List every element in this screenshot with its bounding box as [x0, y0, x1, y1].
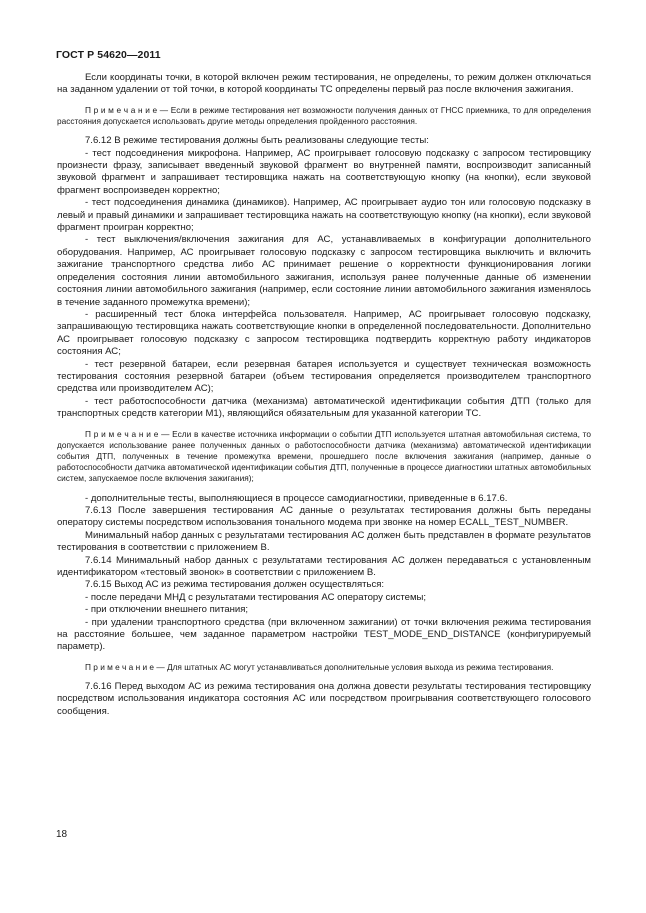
paragraph: 7.6.13 После завершения тестирования АС данные о результатах тестирования должны быть переданы оператору системы посредством использования тонального модема при звонке на номер ECALL_TEST_NUMBER. [57, 504, 591, 529]
note-paragraph: П р и м е ч а н и е — Если в режиме тестирования нет возможности получения данных от ГНСС приемника, то для определения расстояния допускается использовать другие методы определения пройденного расстояния. [57, 104, 591, 127]
list-item: - при удалении транспортного средства (при включенном зажигании) от точки включения режима тестирования на расстояние большее, чем заданное параметром настройки TEST_MODE_END_DISTANCE (конфигурируемый параметр). [57, 616, 591, 653]
paragraph: 7.6.14 Минимальный набор данных с результатами тестирования АС должен передаваться с установленным идентификатором «тестовый звонок» в соответствии с приложением В. [57, 554, 591, 579]
note-paragraph: П р и м е ч а н и е — Если в качестве источника информации о событии ДТП используется штатная автомобильная система, то допускается использование ранее полученных данных о работоспособности датчика (механизма) автоматической идентификации события ДТП, полученных в течение промежутка времени, прошедшего после включения зажигания (например, данные о работоспособности датчика автоматической идентификации события ДТП, полученные в процессе диагностики штатных автомобильных систем, запускаемое после включения зажигания); [57, 428, 591, 484]
list-item: - тест выключения/включения зажигания для АС, устанавливаемых в конфигурации дополнительного оборудования. Например, АС проигрывает голосовую подсказку с запросом тестировщика выключить и включить зажигание транспортного средства либо АС принимает решение о корректности функционирования логики определения состояния линии автомобильного зажигания, используя ранее полученные данные об изменении состояния линии автомобильного зажигания (например, если состояние линии автомобильного зажигания изменялось в течение заданного промежутка времени); [57, 234, 591, 308]
paragraph: Минимальный набор данных с результатами тестирования АС должен быть представлен в формате результатов тестирования в соответствии с приложением В. [57, 529, 591, 554]
list-item: - при отключении внешнего питания; [85, 604, 249, 616]
paragraph: 7.6.15 Выход АС из режима тестирования должен осуществляться: [85, 579, 385, 591]
list-item: - расширенный тест блока интерфейса пользователя. Например, АС проигрывает голосовую подсказку, запрашивающую тестировщика нажать соответствующие кнопки в определенной последовательности. Дополнительно АС проигрывает голосовую подсказку с запросом тестировщика подтвердить корректную работу индикаторов состояния АС; [57, 308, 591, 358]
list-item: - после передачи МНД с результатами тестирования АС оператору системы; [85, 591, 427, 603]
list-item: - тест работоспособности датчика (механизма) автоматической идентификации события ДТП (только для транспортных средств категории М1), являющийся обязательным для указанной категории ТС. [57, 395, 591, 420]
document-header: ГОСТ Р 54620—2011 [56, 49, 161, 61]
paragraph: 7.6.12 В режиме тестирования должны быть реализованы следующие тесты: [85, 135, 429, 147]
note-paragraph: П р и м е ч а н и е — Для штатных АС могут устанавливаться дополнительные условия выхода из режима тестирования. [85, 661, 554, 672]
paragraph: Если координаты точки, в которой включен режим тестирования, не определены, то режим должен отключаться на заданном удалении от той точки, в которой координаты ТС определены первый раз после включения зажигания. [57, 72, 591, 96]
list-item: - дополнительные тесты, выполняющиеся в процессе самодиагностики, приведенные в 6.17.6. [85, 492, 508, 504]
list-item: - тест резервной батареи, если резервная батарея используется и существует техническая возможность тестирования состояния резервной батареи (объем тестирования определяется производителем транспортного средства или производителем АС); [57, 358, 591, 395]
paragraph: 7.6.16 Перед выходом АС из режима тестирования она должна довести результаты тестирования тестировщику посредством использования индикатора состояния АС или посредством проигрывания соответствующего голосового сообщения. [57, 681, 591, 717]
page-number: 18 [56, 829, 68, 840]
document-body [57, 72, 591, 718]
list-item: - тест подсоединения микрофона. Например, АС проигрывает голосовую подсказку с запросом тестировщику произнести фразу, записывает введенный звуковой фрагмент во внутренней памяти, воспроизводит записанный звуковой фрагмент и запрашивает тестировщика нажать на соответствующую кнопку (на кнопки), если звуковой фрагмент воспроизведен корректно; [57, 147, 591, 196]
list-item: - тест подсоединения динамика (динамиков). Например, АС проигрывает аудио тон или голосовую подсказку в левый и правый динамики и запрашивает тестировщика нажать на соответствующую кнопку (на кнопки), если звуковой фрагмент проигран корректно; [57, 197, 591, 234]
